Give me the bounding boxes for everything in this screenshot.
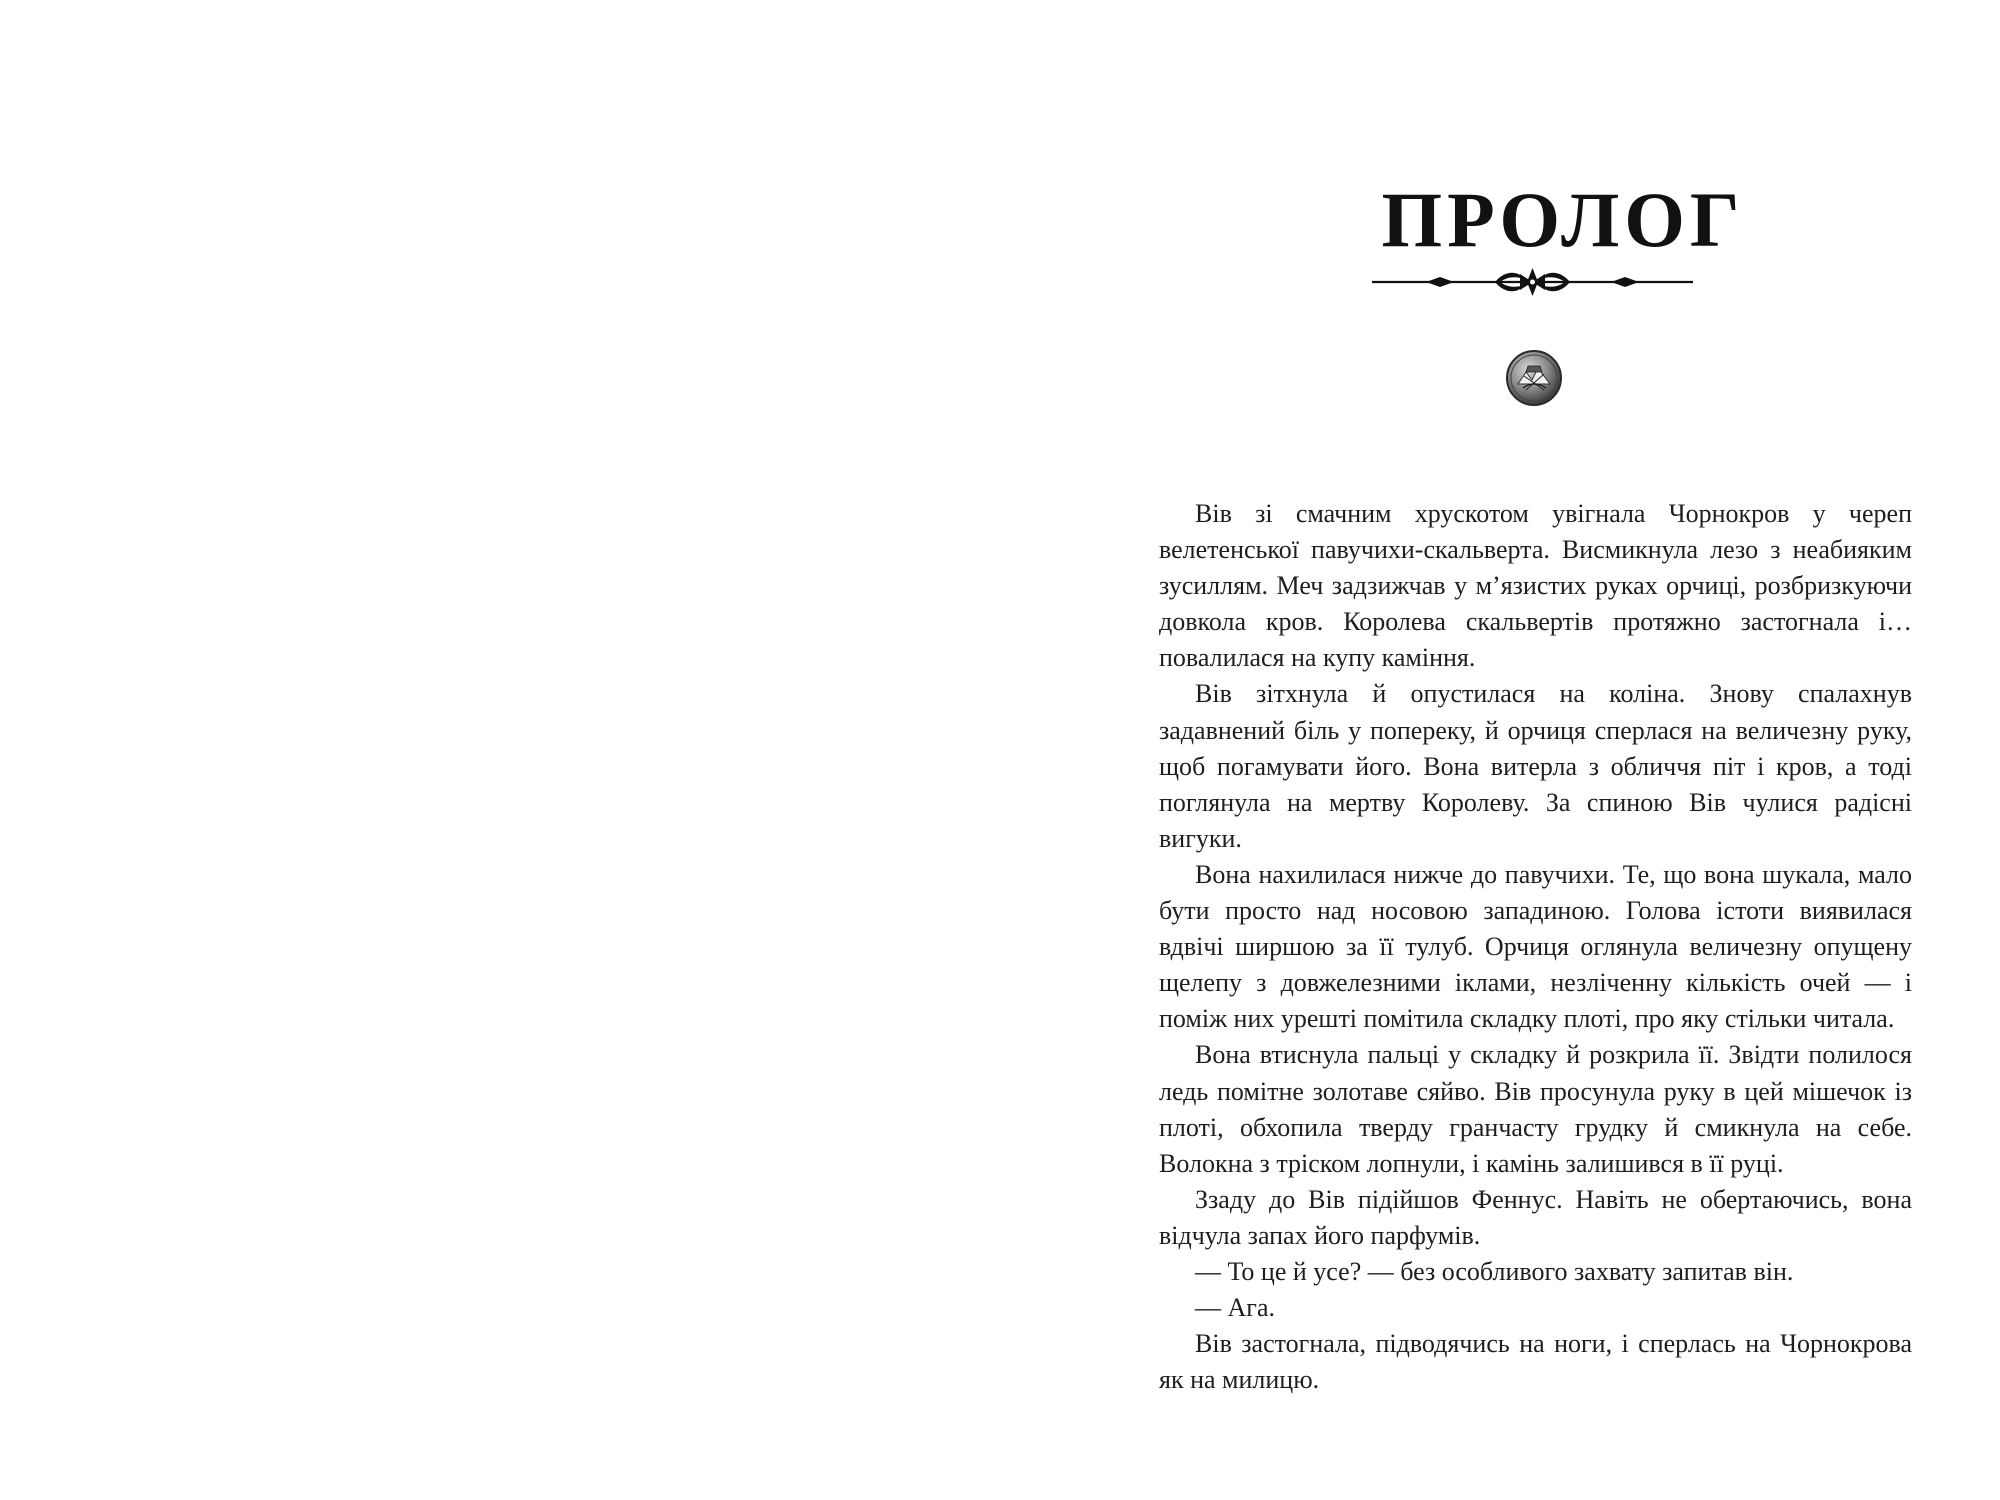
dialogue-line: — Ага.	[1195, 1293, 1275, 1323]
paragraph: Ззаду до Вів підійшов Феннус. Навіть не обертаючись, вона відчула запах його парфумів.	[1159, 1184, 1912, 1250]
chapter-title: ПРОЛОГ	[1381, 176, 1745, 263]
paragraph: Вів застогнала, підводячись на ноги, і сперлась на Чорнокрова як на милицю.	[1159, 1329, 1912, 1395]
paragraph: Вів зі смачним хрускотом увігнала Чорнокров у череп велетенської павучихи-скальверта. Висмикнула лезо з неабияким зусиллям. Меч задзижчав у м’язистих руках орчиці, розбризкуючи довкола кров. Королева скальвертів протяжно застогнала і… повалилася на купу каміння.	[1159, 499, 1912, 673]
dialogue-line: — То це й усе? — без особливого захвату запитав він.	[1195, 1256, 1794, 1286]
paragraph: Вона втиснула пальці у складку й розкрила її. Звідти полилося ледь помітне золотаве сяйво. Вів просунула руку в цей мішечок із плоті, обхопила тверду гранчасту грудку й смикнула на себе. Волокна з тріском лопнули, і камінь залишився в її руці.	[1159, 1040, 1912, 1178]
right-page	[1000, 0, 2000, 1500]
paragraph: Вів зітхнула й опустилася на коліна. Знову спалахнув задавнений біль у попереку, й орчиця сперлася на величезну руку, щоб погамувати його. Вона витерла з обличчя піт і кров, а тоді поглянула на мертву Королеву. За спиною Вів чулися радісні вигуки.	[1159, 679, 1912, 853]
flourish-divider-icon	[1370, 262, 1695, 302]
engraved-medallion-icon	[1506, 350, 1562, 406]
prologue-text	[1159, 496, 1912, 1398]
paragraph: Вона нахилилася нижче до павучихи. Те, що вона шукала, мало бути просто над носовою западиною. Голова істоти виявилася вдвічі ширшою за її тулуб. Орчиця оглянула величезну опущену щелепу з довжелезними іклами, незліченну кількість очей — і поміж них урешті помітила складку плоті, про яку стільки читала.	[1159, 859, 1912, 1034]
